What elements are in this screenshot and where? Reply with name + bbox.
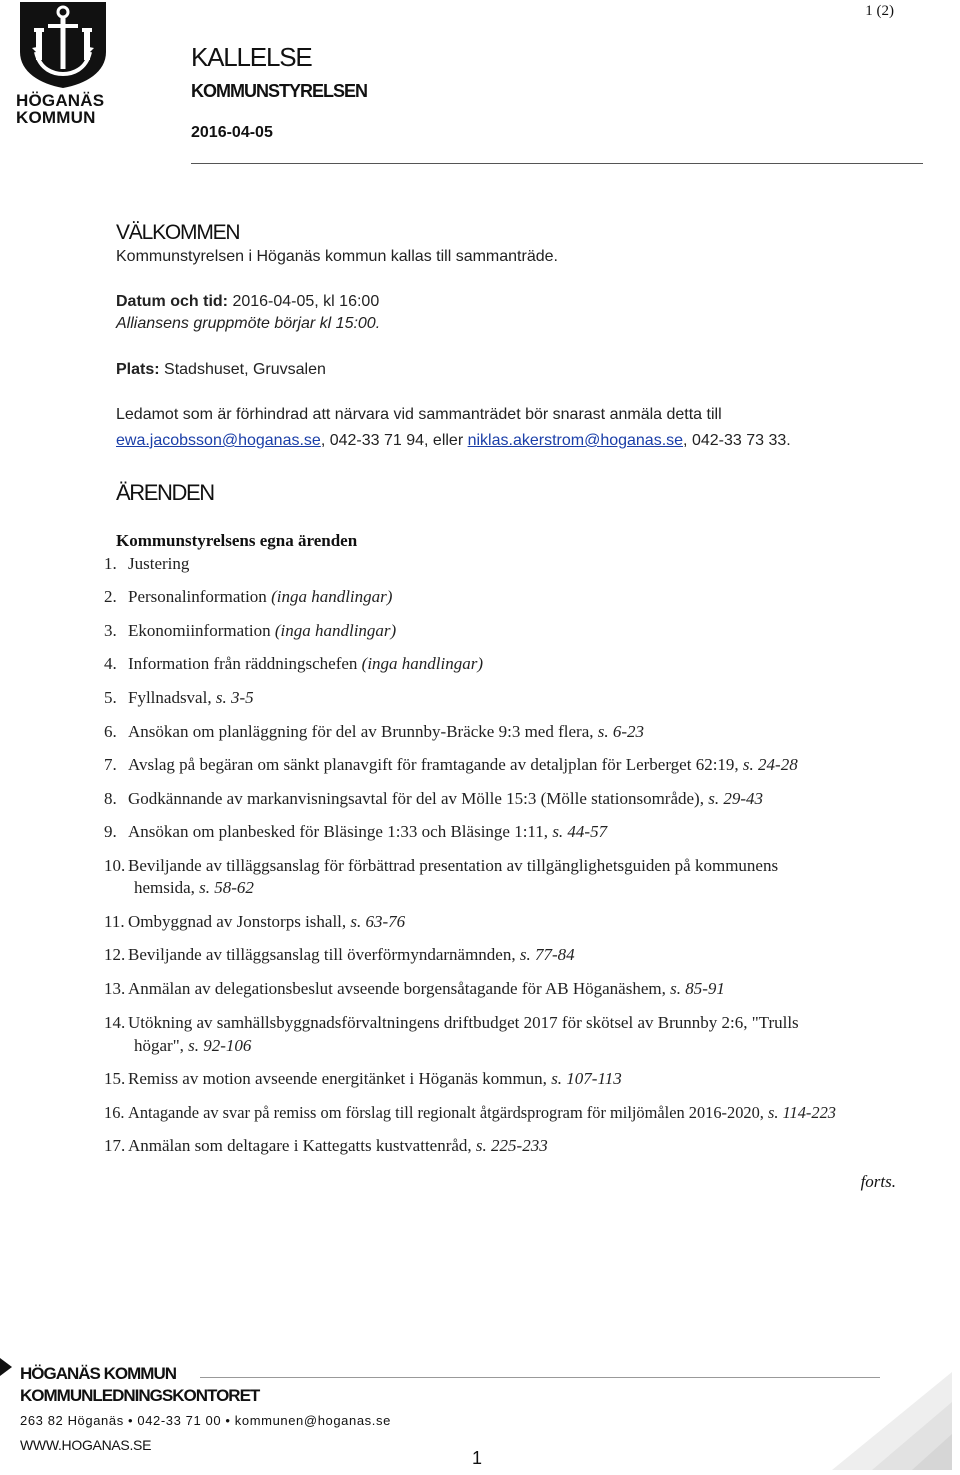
footer-dept: KOMMUNLEDNINGSKONTORET — [20, 1386, 260, 1405]
logo-line2: KOMMUN — [16, 108, 96, 127]
contact-line — [116, 432, 791, 450]
agenda-item-continuation: högar", s. 92-106 — [134, 1036, 252, 1055]
footer-page-number: 1 — [472, 1448, 483, 1468]
plats-label: Plats: — [116, 361, 160, 378]
continued-note: forts. — [860, 1172, 896, 1191]
agenda-item: 14. Utökning av samhällsbyggnadsförvaltningens driftbudget 2017 för skötsel av Brunnby 2:6, "Trulls — [104, 1013, 799, 1032]
plats-value: Stadshuset, Gruvsalen — [159, 361, 326, 378]
agenda-item-continuation: hemsida, s. 58-62 — [134, 878, 254, 897]
page-corner-fold-icon — [832, 1372, 952, 1475]
anchor-crest-icon — [14, 0, 114, 90]
agenda-item: 4. Information från räddningschefen (inga handlingar) — [104, 654, 484, 673]
agenda-item: 3. Ekonomiinformation (inga handlingar) — [104, 621, 397, 640]
ledamot-line: Ledamot som är förhindrad att närvara vid sammanträdet bör snarast anmäla detta till — [116, 406, 722, 423]
agenda-item: 6. Ansökan om planläggning för del av Brunnby-Bräcke 9:3 med flera, s. 6-23 — [104, 722, 645, 741]
datum-line — [116, 293, 379, 311]
agenda-item: 13. Anmälan av delegationsbeslut avseende borgensåtagande för AB Höganäshem, s. 85-91 — [104, 979, 725, 998]
agenda-item: 1. Justering — [104, 554, 190, 573]
agenda-subheading: Kommunstyrelsens egna ärenden — [116, 531, 358, 550]
agenda-item: 12. Beviljande av tilläggsanslag till överförmyndarnämnden, s. 77-84 — [104, 945, 575, 964]
agenda-item: 5. Fyllnadsval, s. 3-5 — [104, 688, 254, 707]
agenda-item: 7. Avslag på begäran om sänkt planavgift för framtagande av detaljplan för Lerberget 62:19, s. 24-28 — [104, 755, 798, 774]
datum-label: Datum och tid: — [116, 293, 228, 310]
agenda-item: 15. Remiss av motion avseende energitänket i Höganäs kommun, s. 107-113 — [104, 1069, 622, 1088]
agenda-heading: ÄRENDEN — [116, 480, 214, 505]
email-link-niklas[interactable]: niklas.akerstrom@hoganas.se — [467, 432, 684, 449]
footer-web: WWW.HOGANAS.SE — [20, 1437, 152, 1453]
header-divider — [191, 163, 923, 164]
agenda-item: 9. Ansökan om planbesked för Bläsinge 1:33 och Bläsinge 1:11, s. 44-57 — [104, 822, 608, 841]
agenda-item: 2. Personalinformation (inga handlingar) — [104, 587, 393, 606]
agenda-item: 11. Ombyggnad av Jonstorps ishall, s. 63-76 — [104, 912, 406, 931]
footer-arrow-icon — [0, 1358, 12, 1376]
agenda-item: 17. Anmälan som deltagare i Kattegatts kustvattenråd, s. 225-233 — [104, 1136, 548, 1155]
footer-org: HÖGANÄS KOMMUN — [20, 1364, 176, 1383]
footer-divider — [200, 1377, 880, 1378]
logo-wordmark — [16, 92, 104, 126]
document-date: 2016-04-05 — [191, 124, 273, 141]
phone1-text: , 042-33 71 94, eller — [320, 432, 468, 449]
agenda-item: 8. Godkännande av markanvisningsavtal för del av Mölle 15:3 (Mölle stationsområde), s. 29-43 — [104, 789, 763, 808]
footer-address: 263 82 Höganäs • 042-33 71 00 • kommunen@hoganas.se — [20, 1413, 391, 1428]
page-number: 1 (2) — [865, 3, 894, 19]
intro-line: Kommunstyrelsen i Höganäs kommun kallas till sammanträde. — [116, 248, 558, 265]
plats-line — [116, 361, 326, 379]
document-subtitle: KOMMUNSTYRELSEN — [191, 81, 368, 101]
email-link-ewa[interactable]: ewa.jacobsson@hoganas.se — [116, 432, 321, 449]
phone2-text: , 042-33 73 33. — [683, 432, 791, 449]
logo-line1: HÖGANÄS — [16, 91, 105, 110]
document-title: KALLELSE — [191, 42, 312, 72]
datum-value: 2016-04-05, kl 16:00 — [228, 293, 380, 310]
agenda-item: 10. Beviljande av tilläggsanslag för förbättrad presentation av tillgänglighetsguiden på kommunens — [104, 856, 779, 875]
welcome-heading: VÄLKOMMEN — [116, 221, 240, 244]
gruppmote-line: Alliansens gruppmöte börjar kl 15:00. — [116, 315, 381, 332]
agenda-item: 16. Antagande av svar på remiss om förslag till regionalt åtgärdsprogram för miljömålen 2016-2020, s. 114-223 — [104, 1103, 836, 1122]
